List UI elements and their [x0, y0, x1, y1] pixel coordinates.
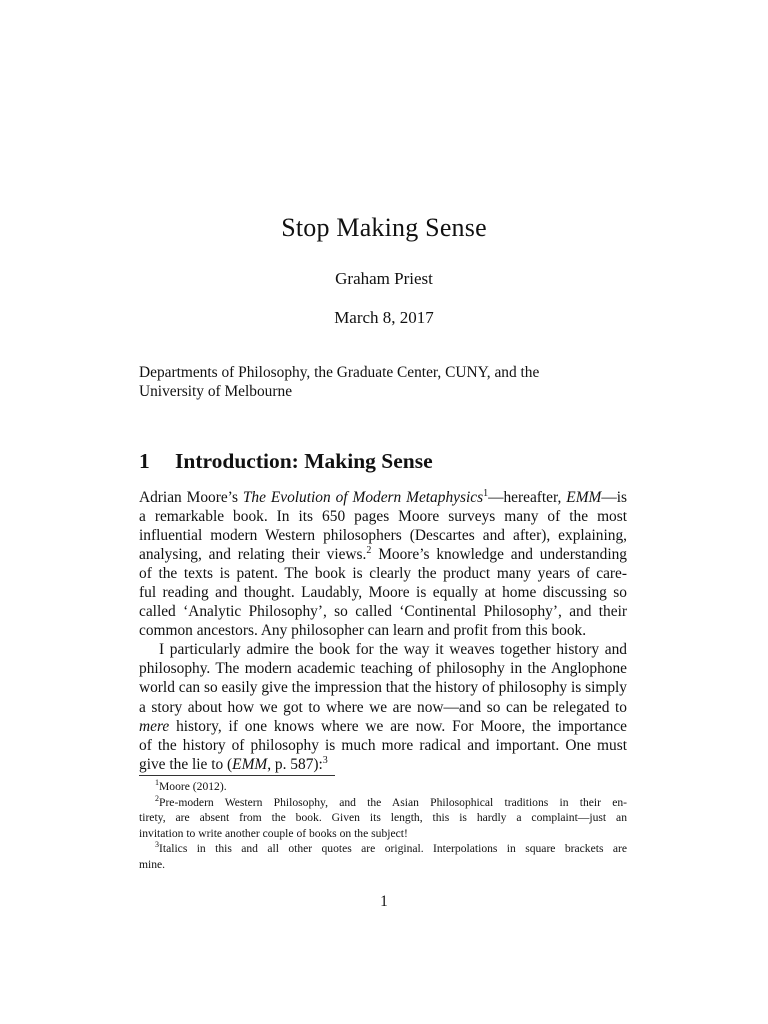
footnote-marker: 1	[483, 487, 489, 499]
text-run: —hereafter,	[488, 489, 567, 506]
footnote-line: tirety, are absent from the book. Given its length, this is hardly a complaint—just an	[139, 811, 627, 825]
text-run: Adrian Moore’s	[139, 489, 243, 506]
section-heading	[139, 449, 433, 474]
paragraph	[139, 488, 627, 640]
section-number: 1	[139, 449, 150, 473]
footnote-2	[139, 795, 627, 842]
footnote-marker: 3	[155, 840, 159, 850]
text-run: Pre-modern Western Philosophy, and the Asian Philosophical traditions in their en-	[159, 795, 627, 809]
text-line: a remarkable book. In its 650 pages Moore surveys many of the most	[139, 508, 627, 526]
text-run: give the lie to (	[139, 755, 233, 773]
text-line: of the texts is patent. The book is clearly the product many years of care-	[139, 565, 627, 583]
abbrev-italic: EMM	[566, 489, 602, 506]
footnote-3	[139, 841, 627, 872]
footnote-line: mine.	[139, 857, 166, 871]
paper-author: Graham Priest	[335, 269, 433, 288]
text-run: history, if one knows where we are now. For Moore, the importance	[169, 717, 627, 735]
text-line: a story about how we got to where we are now—and so can be relegated to	[139, 698, 627, 716]
text-line	[139, 488, 627, 507]
text-line: of the history of philosophy is much more radical and important. One must	[139, 736, 627, 754]
text-run: Moore (2012).	[159, 780, 227, 793]
text-line	[139, 545, 627, 564]
footnotes	[139, 779, 627, 873]
text-run: analysing, and relating their views.	[139, 546, 367, 564]
affiliation	[139, 363, 627, 401]
text-line: influential modern Western philosophers (Descartes and after), explaining,	[139, 527, 627, 545]
paragraph	[139, 640, 627, 773]
text-run: , p. 587):	[267, 755, 323, 773]
text-line	[139, 755, 627, 774]
text-run: Italics in this and all other quotes are original. Interpolations in square brackets are	[159, 842, 627, 856]
affiliation-line: University of Melbourne	[139, 383, 293, 400]
text-line: philosophy. The modern academic teaching of philosophy in the Anglophone	[139, 660, 627, 678]
page-number: 1	[380, 893, 388, 910]
text-run: Moore’s knowledge and understanding	[371, 546, 627, 564]
text-run: —is	[601, 489, 627, 506]
section-title: Introduction: Making Sense	[175, 449, 433, 473]
body-text	[139, 488, 627, 774]
footnote-marker: 3	[322, 754, 328, 766]
abbrev-italic: EMM	[232, 755, 268, 773]
footnote-rule	[139, 775, 335, 776]
book-title-italic: The Evolution of Modern Metaphysics	[242, 489, 484, 506]
text-line: I particularly admire the book for the way it weaves together history and	[159, 641, 627, 659]
footnote-line: invitation to write another couple of books on the subject!	[139, 826, 408, 840]
text-line: world can so easily give the impression that the history of philosophy is simply	[139, 679, 627, 697]
emphasis-italic: mere	[139, 717, 170, 735]
paper-title: Stop Making Sense	[281, 213, 487, 242]
footnote-line	[139, 841, 627, 857]
footnote-marker: 1	[155, 778, 159, 788]
footnote-marker: 2	[366, 545, 372, 557]
footnote-line	[139, 795, 627, 811]
text-line: called ‘Analytic Philosophy’, so called ‘Continental Philosophy’, and their	[139, 603, 627, 621]
footnote-line	[139, 779, 627, 795]
footnote-1	[139, 779, 627, 795]
text-line	[139, 717, 627, 736]
text-line: common ancestors. Any philosopher can learn and profit from this book.	[139, 622, 587, 640]
footnote-marker: 2	[155, 793, 159, 803]
paper-date: March 8, 2017	[334, 308, 434, 327]
text-line: ful reading and thought. Laudably, Moore is equally at home discussing so	[139, 584, 627, 602]
affiliation-line: Departments of Philosophy, the Graduate Center, CUNY, and the	[139, 364, 540, 381]
